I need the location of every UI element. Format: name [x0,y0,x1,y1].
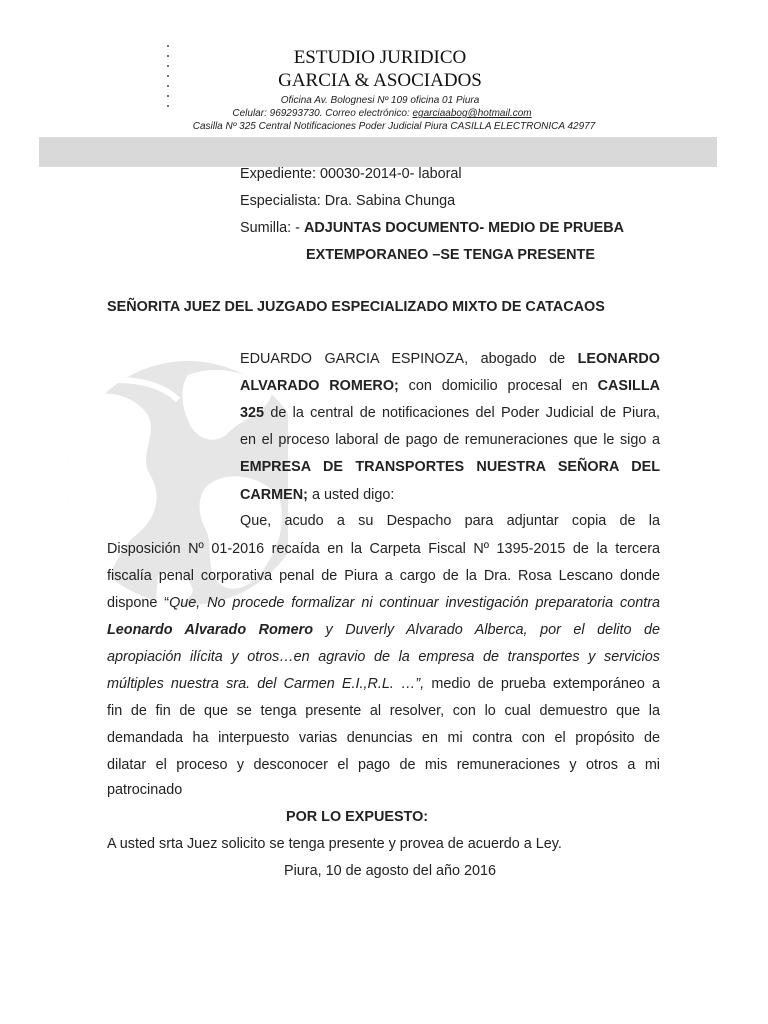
body-line-3: fiscalía penal corporativa penal de Piura a cargo de la Dra. Rosa Lescano donde [107,568,660,584]
casilla-line: Casilla Nº 325 Central Notificaciones Poder Judicial Piura CASILLA ELECTRONICA 42977 [192,121,596,132]
place-date: Piura, 10 de agosto del año 2016 [284,863,497,879]
body-line-2: Disposición Nº 01-2016 recaída en la Carpeta Fiscal Nº 1395-2015 de la tercera [107,541,660,557]
contact-line: Celular: 969293730. Correo electrónico: egarciaabog@hotmail.com [232,108,532,119]
intro-line-5: EMPRESA DE TRANSPORTES NUESTRA SEÑORA DEL [240,459,660,475]
intro-line-2: ALVARADO ROMERO; con domicilio procesal en CASILLA [240,378,660,394]
closing-request: A usted srta Juez solicito se tenga presente y provea de acuerdo a Ley. [107,836,562,852]
sumilla: Sumilla: - ADJUNTAS DOCUMENTO- MEDIO DE PRUEBA [240,220,625,236]
expediente: Expediente: 00030-2014-0- laboral [240,166,462,182]
intro-line-6: CARMEN; a usted digo: [240,487,395,503]
body-line-8: fin de fin de que se tenga presente al resolver, con lo cual demuestro que la [107,703,660,719]
intro-line-4: en el proceso laboral de pago de remuneraciones que le sigo a [240,432,660,448]
body-line-7: múltiples nuestra sra. del Carmen E.I.,R.L. …”, medio de prueba extemporáneo a [107,676,660,692]
body-line-1: Que, acudo a su Despacho para adjuntar copia de la [240,513,660,529]
closing-heading: POR LO EXPUESTO: [286,809,429,825]
intro-line-1: EDUARDO GARCIA ESPINOZA, abogado de LEONARDO [240,351,660,367]
body-line-11: patrocinado [107,782,183,798]
body-line-4: dispone “Que, No procede formalizar ni continuar investigación preparatoria contra [107,595,660,611]
body-line-10: dilatar el proceso y desconocer el pago de mis remuneraciones y otros a mi [107,757,660,773]
body-line-6: apropiación ilícita y otros…en agravio de la empresa de transportes y servicios [107,649,660,665]
firm-partners: GARCIA & ASOCIADOS [278,70,482,91]
office-address: Oficina Av. Bolognesi Nº 109 oficina 01 Piura [280,95,480,106]
firm-name: ESTUDIO JURIDICO [293,47,467,68]
body-line-9: demandada ha interpuesto varias denuncias en mi contra con el propósito de [107,730,660,746]
salutation: SEÑORITA JUEZ DEL JUZGADO ESPECIALIZADO MIXTO DE CATACAOS [107,299,605,315]
email-link[interactable]: egarciaabog@hotmail.com [412,108,532,119]
especialista: Especialista: Dra. Sabina Chunga [240,193,456,209]
sumilla-continuation: EXTEMPORANEO –SE TENGA PRESENTE [306,247,595,263]
intro-line-3: 325 de la central de notificaciones del Poder Judicial de Piura, [240,405,660,421]
body-line-5: Leonardo Alvarado Romero y Duverly Alvarado Alberca, por el delito de [107,622,661,638]
header-band [39,137,717,167]
